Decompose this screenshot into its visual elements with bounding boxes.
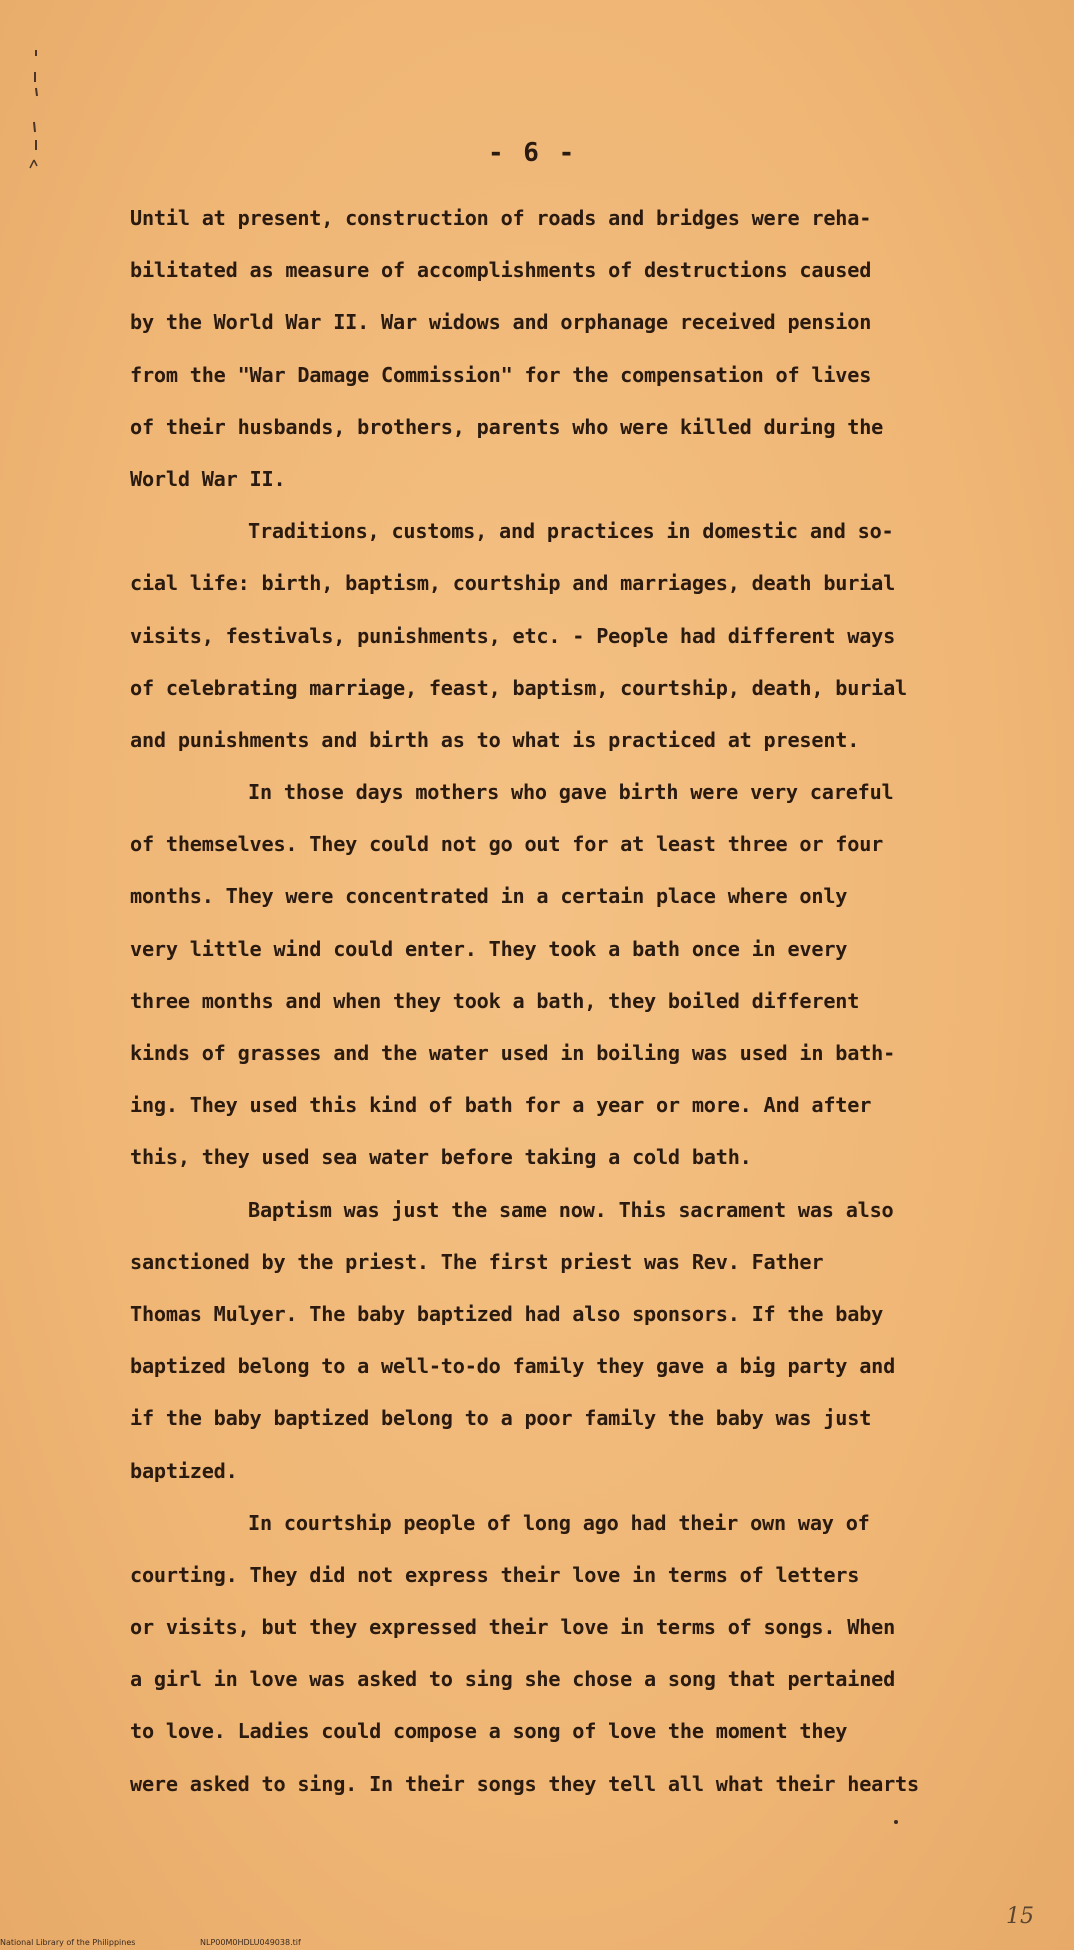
text-line: very little wind could enter. They took a bath once in every <box>130 936 848 961</box>
text-line: visits, festivals, punishments, etc. - People had different ways <box>130 623 896 648</box>
paragraph-baptism <box>130 1184 990 1497</box>
paragraph-traditions <box>130 505 990 766</box>
text-line: In courtship people of long ago had their own way of <box>248 1510 870 1535</box>
footer-library-label: National Library of the Philippines <box>0 1938 136 1947</box>
text-line: if the baby baptized belong to a poor family the baby was just <box>130 1406 872 1431</box>
text-line: Baptism was just the same now. This sacrament was also <box>248 1197 894 1222</box>
text-line: to love. Ladies could compose a song of love the moment they <box>130 1719 848 1744</box>
body-text <box>130 192 990 1810</box>
text-line: of their husbands, brothers, parents who were killed during the <box>130 414 884 439</box>
text-line: In those days mothers who gave birth were very careful <box>248 780 894 805</box>
text-line: three months and when they took a bath, they boiled different <box>130 988 860 1013</box>
text-line: months. They were concentrated in a certain place where only <box>130 884 848 909</box>
text-line: this, they used sea water before taking a cold bath. <box>130 1145 752 1170</box>
text-line: Traditions, customs, and practices in domestic and so- <box>248 519 894 544</box>
text-line: Until at present, construction of roads and bridges were reha- <box>130 206 872 230</box>
text-line: from the "War Damage Commission" for the compensation of lives <box>130 362 872 387</box>
text-line: Thomas Mulyer. The baby baptized had also sponsors. If the baby <box>130 1301 884 1326</box>
text-line: ing. They used this kind of bath for a year or more. And after <box>130 1093 872 1118</box>
text-line: of themselves. They could not go out for at least three or four <box>130 832 884 857</box>
handwritten-page-number: 15 <box>1006 1904 1034 1929</box>
margin-pencil-marks <box>28 42 44 182</box>
text-line: sanctioned by the priest. The first priest was Rev. Father <box>130 1249 824 1274</box>
text-line: baptized belong to a well-to-do family they gave a big party and <box>130 1354 896 1379</box>
text-line: of celebrating marriage, feast, baptism, courtship, death, burial <box>130 675 908 700</box>
paragraph-war-damage <box>130 192 990 505</box>
page-number: - 6 - <box>488 138 577 168</box>
text-line: and punishments and birth as to what is practiced at present. <box>130 727 860 752</box>
text-line: by the World War II. War widows and orphanage received pension <box>130 310 872 335</box>
text-line: courting. They did not express their love in terms of letters <box>130 1562 860 1587</box>
text-line: a girl in love was asked to sing she chose a song that pertained <box>130 1667 896 1692</box>
text-line: bilitated as measure of accomplishments of destructions caused <box>130 258 872 283</box>
text-line: cial life: birth, baptism, courtship and marriages, death burial <box>130 571 896 596</box>
text-line: kinds of grasses and the water used in boiling was used in bath- <box>130 1041 896 1065</box>
text-line: or visits, but they expressed their love in terms of songs. When <box>130 1615 896 1640</box>
text-line: World War II. <box>130 466 286 491</box>
text-line: baptized. <box>130 1458 238 1483</box>
text-line: were asked to sing. In their songs they tell all what their hearts <box>130 1771 919 1796</box>
ink-dot <box>894 1820 898 1824</box>
paragraph-birth <box>130 766 990 1184</box>
footer-file-name: NLP00M0HDLU049038.tif <box>200 1938 301 1947</box>
paragraph-courtship <box>130 1497 990 1810</box>
